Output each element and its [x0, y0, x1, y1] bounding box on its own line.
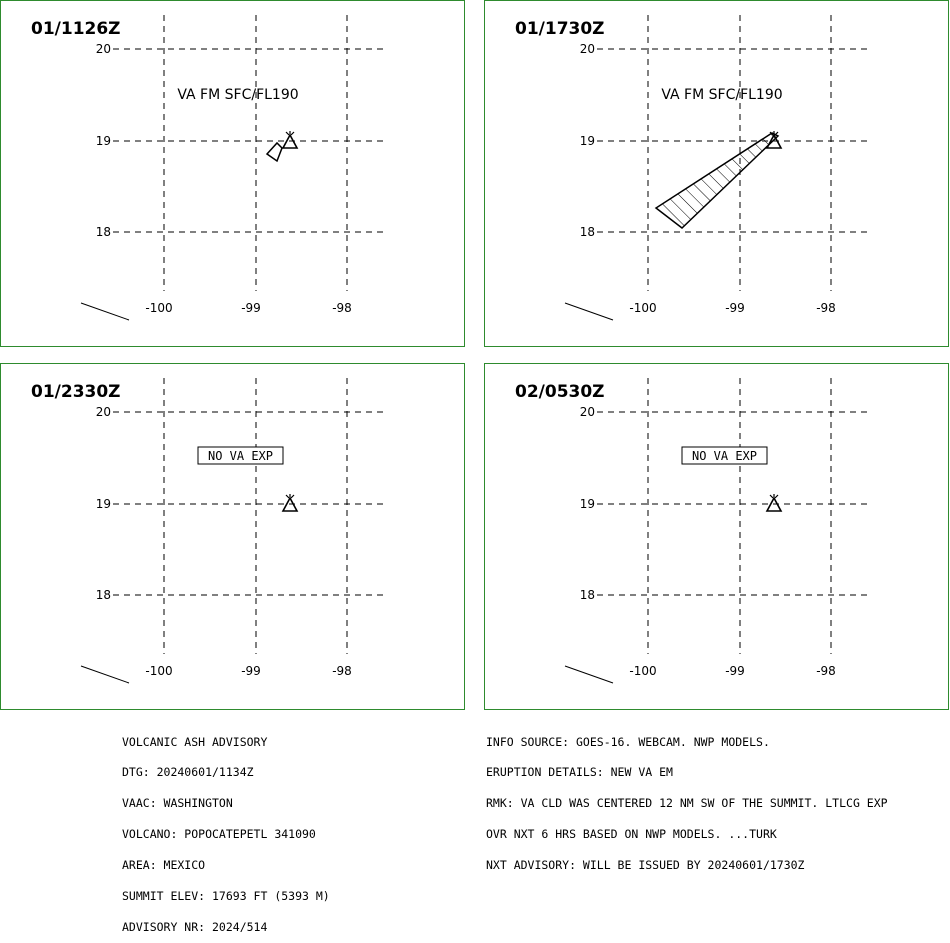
advisory-line: VOLCANO: POPOCATEPETL 341090	[122, 827, 316, 842]
longitude-tick-label: -100	[629, 664, 657, 678]
longitude-tick-label: -100	[629, 301, 657, 315]
panel-time: 01/2330Z	[31, 382, 121, 402]
map-panel-2	[484, 0, 949, 347]
map-panel-4	[484, 363, 949, 710]
volcano-icon	[283, 131, 297, 148]
advisory-line: NXT ADVISORY: WILL BE ISSUED BY 20240601/1730Z	[486, 858, 805, 873]
longitude-tick-label: -100	[145, 301, 173, 315]
advisory-line: DTG: 20240601/1134Z	[122, 765, 254, 780]
latitude-tick-label: 20	[579, 42, 595, 56]
longitude-tick-label: -98	[332, 664, 352, 678]
volcano-icon	[767, 494, 781, 511]
panel-time: 01/1730Z	[515, 19, 605, 39]
latitude-tick-label: 18	[95, 225, 111, 239]
longitude-tick-label: -99	[241, 664, 261, 678]
latitude-tick-label: 19	[579, 134, 595, 148]
scale-line	[565, 303, 613, 320]
forecast-label: NO VA EXP	[691, 449, 758, 463]
panel-time: 02/0530Z	[515, 382, 605, 402]
map-graphic	[1, 1, 465, 347]
latitude-tick-label: 19	[95, 497, 111, 511]
latitude-tick-label: 19	[579, 497, 595, 511]
advisory-line: ADVISORY NR: 2024/514	[122, 919, 268, 934]
latitude-tick-label: 18	[579, 588, 595, 602]
longitude-tick-label: -99	[725, 301, 745, 315]
ash-level-label: VA FM SFC/FL190	[177, 87, 299, 103]
longitude-tick-label: -99	[241, 301, 261, 315]
forecast-label: NO VA EXP	[207, 449, 274, 463]
scale-line	[565, 666, 613, 683]
latitude-tick-label: 20	[95, 405, 111, 419]
advisory-line: AREA: MEXICO	[122, 858, 206, 873]
latitude-tick-label: 20	[579, 405, 595, 419]
ash-level-label: VA FM SFC/FL190	[661, 87, 783, 103]
longitude-tick-label: -100	[145, 664, 173, 678]
latitude-tick-label: 18	[579, 225, 595, 239]
advisory-line: VOLCANIC ASH ADVISORY	[122, 734, 268, 749]
latitude-tick-label: 20	[95, 42, 111, 56]
advisory-line: SUMMIT ELEV: 17693 FT (5393 M)	[122, 889, 330, 904]
volcano-icon	[283, 494, 297, 511]
advisory-line: RMK: VA CLD WAS CENTERED 12 NM SW OF THE SUMMIT. LTLCG EXP	[486, 796, 888, 811]
advisory-line: VAAC: WASHINGTON	[122, 796, 233, 811]
advisory-line: ERUPTION DETAILS: NEW VA EM	[486, 765, 673, 780]
map-graphic	[485, 1, 949, 347]
ash-cloud-polygon	[656, 133, 778, 228]
latitude-tick-label: 18	[95, 588, 111, 602]
longitude-tick-label: -98	[816, 664, 836, 678]
advisory-line: INFO SOURCE: GOES-16. WEBCAM. NWP MODELS.	[486, 734, 770, 749]
latitude-tick-label: 19	[95, 134, 111, 148]
advisory-left-text	[122, 716, 330, 943]
map-graphic	[485, 364, 949, 710]
longitude-tick-label: -99	[725, 664, 745, 678]
map-panel-1	[0, 0, 465, 347]
longitude-tick-label: -98	[332, 301, 352, 315]
map-panel-3	[0, 363, 465, 710]
advisory-line: OVR NXT 6 HRS BASED ON NWP MODELS. ...TURK	[486, 827, 777, 842]
panel-time: 01/1126Z	[31, 19, 121, 39]
advisory-right-text	[486, 716, 888, 881]
longitude-tick-label: -98	[816, 301, 836, 315]
map-graphic	[1, 364, 465, 710]
ash-cloud-polygon	[267, 143, 282, 161]
scale-line	[81, 666, 129, 683]
scale-line	[81, 303, 129, 320]
